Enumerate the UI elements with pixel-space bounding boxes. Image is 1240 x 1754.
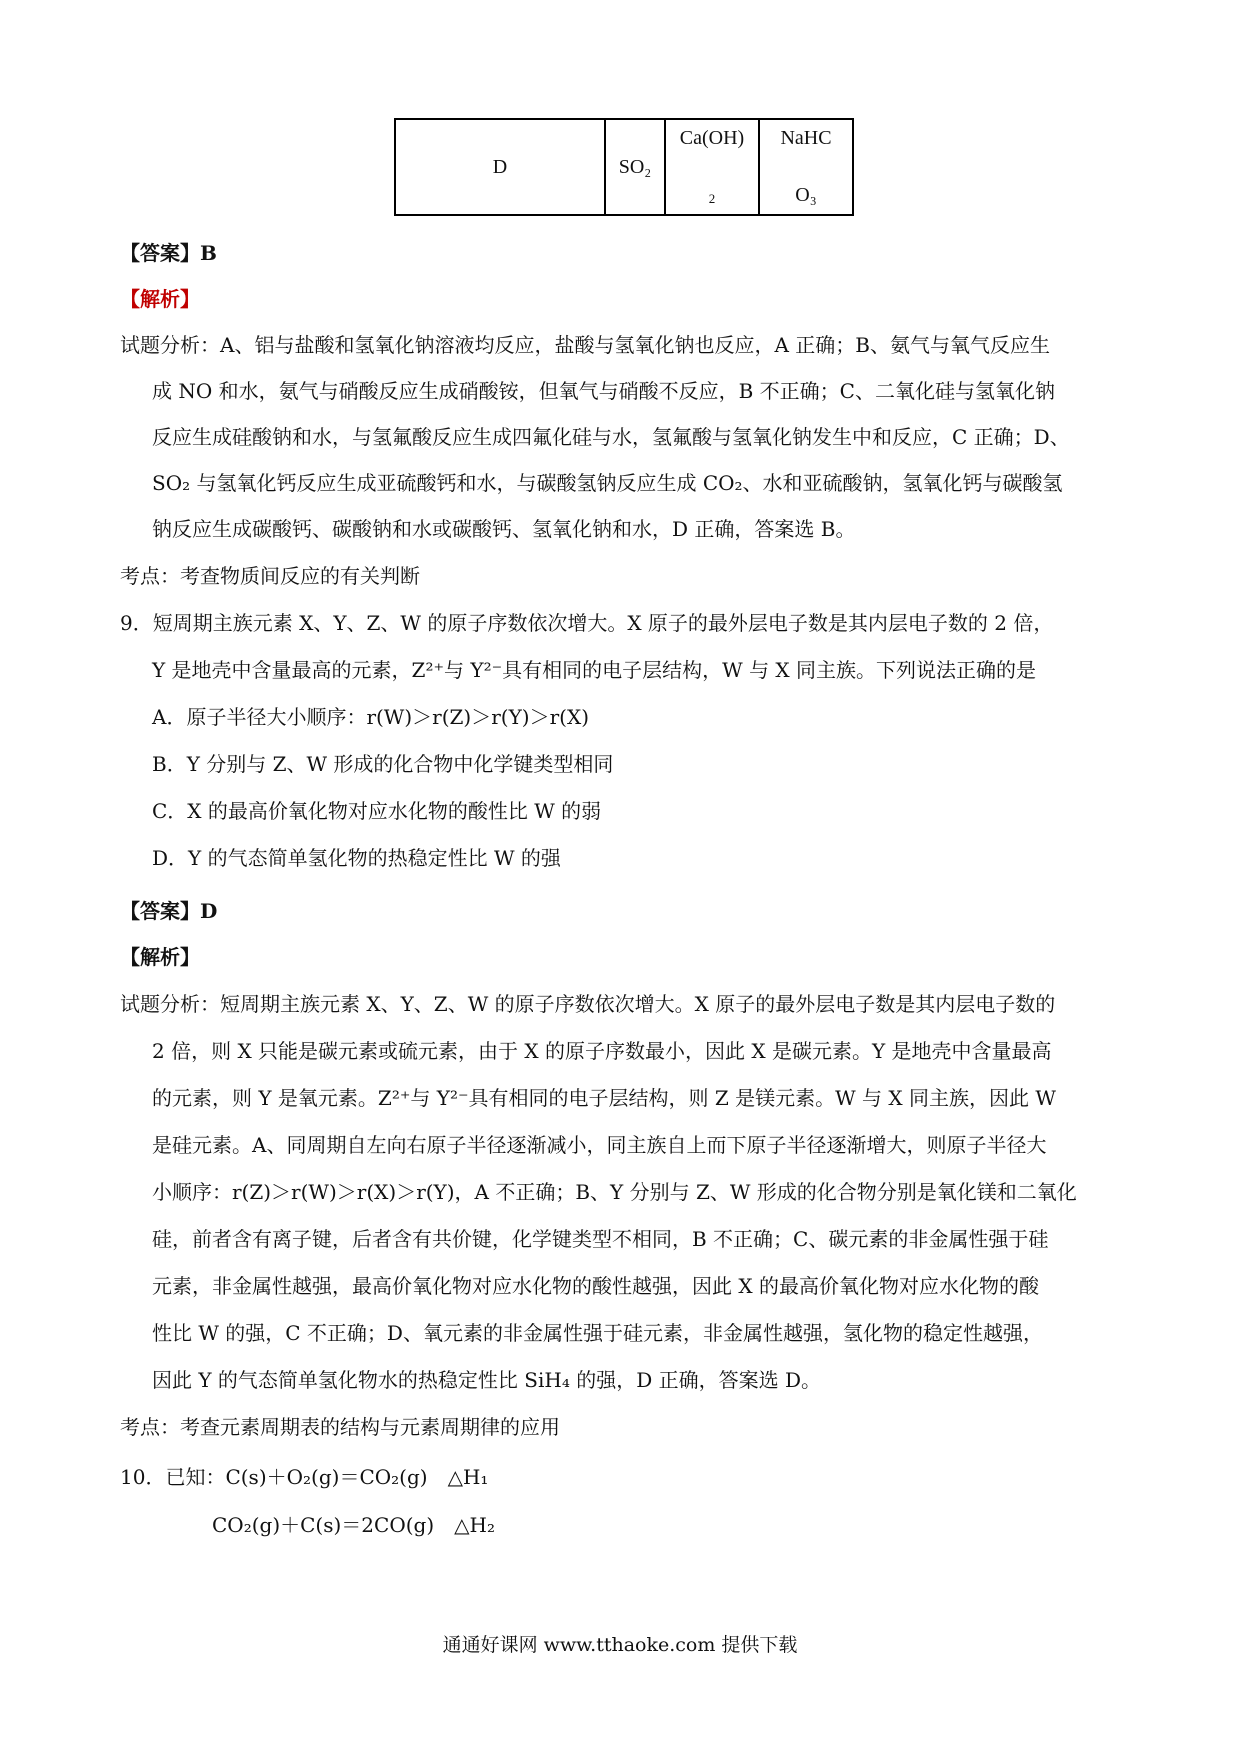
table-cell-nahco3-top: NaHC <box>780 127 832 149</box>
q9-stem-line: Y 是地壳中含量最高的元素，Z²⁺与 Y²⁻具有相同的电子层结构，W 与 X 同主族。下列说法正确的是 <box>152 658 1037 682</box>
q9-option-b: B．Y 分别与 Z、W 形成的化合物中化学键类型相同 <box>152 752 614 776</box>
reagent-table <box>394 118 854 216</box>
table-cell-caoh2-top: Ca(OH) <box>679 127 745 149</box>
q8-analysis-line: 反应生成硅酸钠和水，与氢氟酸反应生成四氟化硅与水，氢氟酸与氢氧化钠发生中和反应，C 正确；D、 <box>152 425 1070 449</box>
q9-analysis-label: 【解析】 <box>120 945 200 969</box>
table-cell-nahco3 <box>759 119 853 215</box>
q8-analysis-line: 成 NO 和水，氨气与硝酸反应生成硝酸铵，但氧气与硝酸不反应，B 不正确；C、二氧化硅与氢氧化钠 <box>152 379 1055 403</box>
q9-kaodian: 考点：考查元素周期表的结构与元素周期律的应用 <box>120 1415 560 1439</box>
q10-line1: 10．已知：C(s)＋O₂(g)＝CO₂(g) △H₁ <box>120 1465 489 1489</box>
q8-answer-value: B <box>200 241 217 265</box>
q10-line2: CO₂(g)＋C(s)＝2CO(g) △H₂ <box>212 1513 495 1537</box>
q9-analysis-line: 因此 Y 的气态简单氢化物水的热稳定性比 SiH₄ 的强，D 正确，答案选 D。 <box>152 1368 821 1392</box>
q9-analysis-line: 硅，前者含有离子键，后者含有共价键，化学键类型不相同，B 不正确；C、碳元素的非金属性强于硅 <box>152 1227 1049 1251</box>
q9-stem-line: 9．短周期主族元素 X、Y、Z、W 的原子序数依次增大。X 原子的最外层电子数是其内层电子数的 2 倍， <box>120 611 1054 635</box>
q9-answer-label: 【答案】 <box>120 899 200 923</box>
page-footer: 通通好课网 www.tthaoke.com 提供下载 <box>442 1634 798 1656</box>
table-cell-caoh2 <box>665 119 759 215</box>
q9-analysis-line: 的元素，则 Y 是氧元素。Z²⁺与 Y²⁻具有相同的电子层结构，则 Z 是镁元素。W 与 X 同主族，因此 W <box>152 1086 1056 1110</box>
q9-option-a: A．原子半径大小顺序：r(W)＞r(Z)＞r(Y)＞r(X) <box>152 705 590 729</box>
q8-analysis-line: SO₂ 与氢氧化钙反应生成亚硫酸钙和水，与碳酸氢钠反应生成 CO₂、水和亚硫酸钠，氢氧化钙与碳酸氢 <box>152 471 1063 495</box>
q8-analysis-line: 钠反应生成碳酸钙、碳酸钠和水或碳酸钙、氢氧化钠和水，D 正确，答案选 B。 <box>152 517 856 541</box>
table-cell-label: D <box>395 119 605 215</box>
q9-analysis-line: 是硅元素。A、同周期自左向右原子半径逐渐减小，同主族自上而下原子半径逐渐增大，则原子半径大 <box>152 1133 1047 1157</box>
q9-answer-value: D <box>200 899 218 923</box>
table-cell-nahco3-bottom: O₃ <box>795 184 817 206</box>
q8-analysis-label: 【解析】 <box>120 287 200 311</box>
table-cell-caoh2-bottom: 2 <box>708 191 716 206</box>
q8-kaodian: 考点：考查物质间反应的有关判断 <box>120 564 420 588</box>
q9-option-c: C．X 的最高价氧化物对应水化物的酸性比 W 的弱 <box>152 799 602 823</box>
q9-analysis-line: 2 倍，则 X 只能是碳元素或硫元素，由于 X 的原子序数最小，因此 X 是碳元素。Y 是地壳中含量最高 <box>152 1039 1052 1063</box>
q9-option-d: D．Y 的气态简单氢化物的热稳定性比 W 的强 <box>152 846 561 870</box>
q9-answer <box>120 901 217 921</box>
q8-answer-label: 【答案】 <box>120 241 200 265</box>
q9-analysis-line: 小顺序：r(Z)＞r(W)＞r(X)＞r(Y)，A 不正确；B、Y 分别与 Z、W 形成的化合物分别是氧化镁和二氧化 <box>152 1180 1077 1204</box>
q9-analysis-line: 元素，非金属性越强，最高价氧化物对应水化物的酸性越强，因此 X 的最高价氧化物对应水化物的酸 <box>152 1274 1039 1298</box>
q9-analysis-line: 试题分析：短周期主族元素 X、Y、Z、W 的原子序数依次增大。X 原子的最外层电子数是其内层电子数的 <box>120 992 1056 1016</box>
q9-analysis-line: 性比 W 的强，C 不正确；D、氧元素的非金属性强于硅元素，非金属性越强，氢化物的稳定性越强， <box>152 1321 1043 1345</box>
table-cell-so2: SO₂ <box>605 119 665 215</box>
q8-answer <box>120 243 217 263</box>
q8-analysis-line: 试题分析：A、铝与盐酸和氢氧化钠溶液均反应，盐酸与氢氧化钠也反应，A 正确；B、氨气与氧气反应生 <box>120 333 1050 357</box>
